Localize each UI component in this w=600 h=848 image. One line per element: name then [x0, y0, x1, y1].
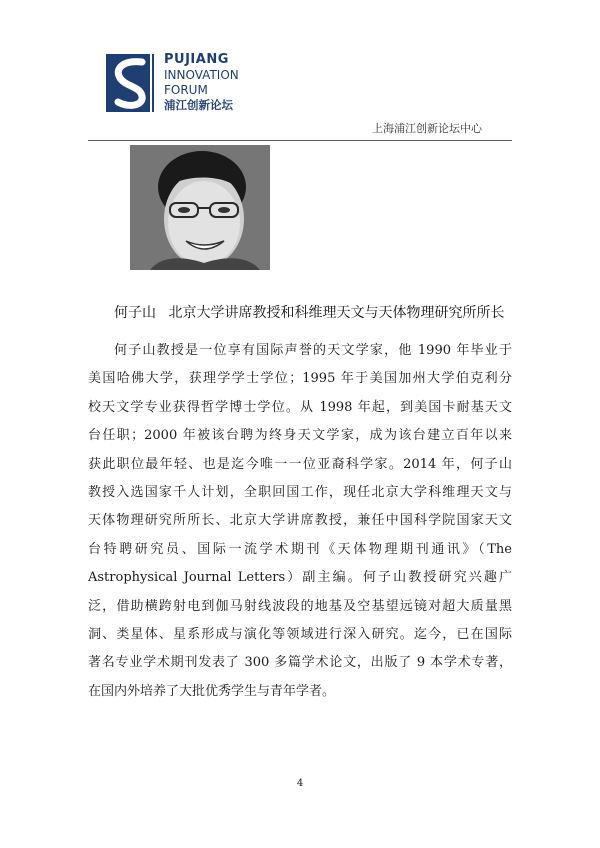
- bio-paragraph: [88, 337, 512, 706]
- header-org-name: 上海浦江创新论坛中心: [372, 122, 482, 135]
- logo-line-forum: FORUM: [164, 83, 208, 97]
- pujiang-logo-icon: [106, 54, 158, 112]
- portrait-photo: [130, 145, 270, 270]
- profile-title: 北京大学讲席教授和科维理天文与天体物理研究所所长: [168, 305, 505, 321]
- logo-line-chinese: 浦江创新论坛: [164, 98, 233, 112]
- profile-name: 何子山: [114, 305, 156, 321]
- bio-line: 校天文学专业获得哲学博士学位。从 1998 年起，到美国卡耐基天文: [88, 399, 512, 415]
- pujiang-logo: [106, 50, 266, 130]
- logo-line-innovation: INNOVATION: [164, 68, 239, 82]
- bio-line: 天体物理研究所所长、北京大学讲席教授，兼任中国科学院国家天文: [88, 513, 512, 529]
- logo-line-pujiang: PUJIANG: [164, 52, 229, 67]
- profile-heading: [114, 302, 504, 322]
- bio-line: 教授入选国家千人计划，全职回国工作，现任北京大学科维理天文与: [88, 485, 512, 501]
- page-number: 4: [296, 778, 304, 789]
- bio-line: 洞、类星体、星系形成与演化等领域进行深入研究。迄今，已在国际: [88, 627, 512, 643]
- bio-line: 著名专业学术期刊发表了 300 多篇学术论文，出版了 9 本学术专著，: [88, 655, 512, 671]
- bio-line: 获此职位最年轻、也是迄今唯一一位亚裔科学家。2014 年，何子山: [88, 456, 512, 472]
- bio-line: 在国内外培养了大批优秀学生与青年学者。: [88, 683, 336, 699]
- bio-line: 何子山教授是一位享有国际声誉的天文学家，他 1990 年毕业于: [114, 343, 512, 358]
- bio-line: 泛，借助横跨射电到伽马射线波段的地基及空基望远镜对超大质量黑: [88, 598, 512, 614]
- bio-line: 美国哈佛大学，获理学学士学位；1995 年于美国加州大学伯克利分: [88, 371, 512, 387]
- bio-line: 台特聘研究员、国际一流学术期刊《天体物理期刊通讯》（The: [88, 541, 512, 557]
- header-divider: [88, 140, 512, 141]
- bio-line: 台任职；2000 年被该台聘为终身天文学家，成为该台建立百年以来: [88, 428, 512, 444]
- bio-line: Astrophysical Journal Letters）副主编。何子山教授研究兴趣广: [88, 570, 512, 586]
